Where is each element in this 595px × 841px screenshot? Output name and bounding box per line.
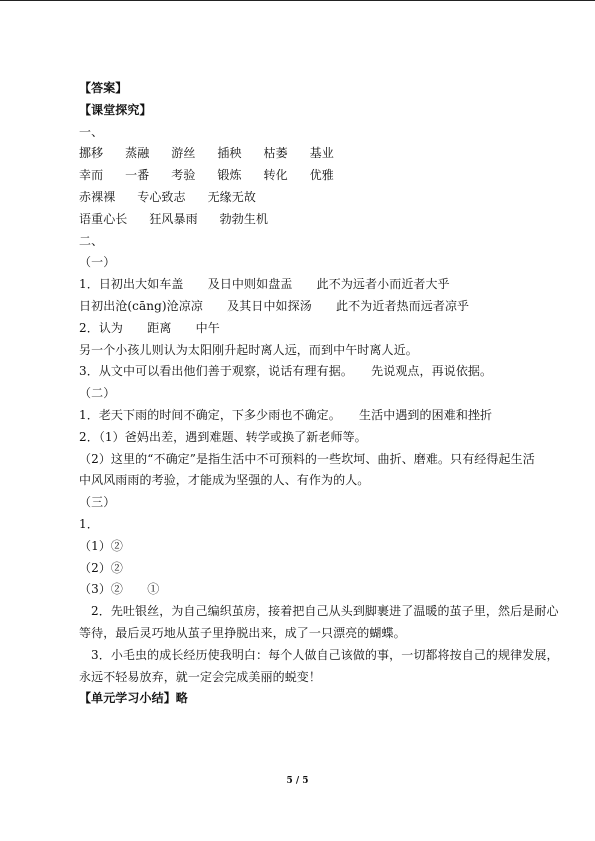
word: 幸而 xyxy=(79,168,104,183)
section3-q3-line1: 3．小毛虫的成长经历使我明白：每个人做自己该做的事，一切都将按自己的规律发展， xyxy=(91,647,559,662)
section3-q1-1: （1）② xyxy=(79,538,124,553)
word: 游丝 xyxy=(171,146,196,161)
explore-heading: 【课堂探究】 xyxy=(79,102,152,117)
summary-heading: 【单元学习小结】略 xyxy=(79,691,188,706)
section1-q2b: 另一个小孩儿则认为太阳刚升起时离人远，而到中午时离人近。 xyxy=(79,342,418,357)
section1-q3: 3．从文中可以看出他们善于观察，说话有理有据。 先说观点，再说依据。 xyxy=(79,364,493,379)
word: 考验 xyxy=(171,168,196,183)
word: 语重心长 xyxy=(79,211,128,226)
word: 基业 xyxy=(309,146,334,161)
section2-q2b-line2: 中风风雨雨的考验，才能成为坚强的人、有作为的人。 xyxy=(79,473,370,488)
document-page xyxy=(79,78,559,710)
word: 赤裸裸 xyxy=(79,189,116,204)
word-row-1 xyxy=(79,143,519,165)
word: 挪移 xyxy=(79,146,104,161)
section1-label: （一） xyxy=(79,255,116,270)
section3-q2-line1: 2．先吐银丝，为自己编织茧房，接着把自己从头到脚裹进了温暖的茧子里，然后是耐心 xyxy=(91,604,559,619)
word: 勃勃生机 xyxy=(219,211,269,226)
section2-label: （二） xyxy=(79,386,116,401)
word: 插秧 xyxy=(217,146,242,161)
section1-q2a: 2．认为 距离 中午 xyxy=(79,320,220,335)
part1-label: 一、 xyxy=(79,124,104,139)
section2-q2b-line1: （2）这里的“不确定”是指生活中不可预料的一些坎坷、曲折、磨难。只有经得起生活 xyxy=(79,451,535,466)
word: 狂风暴雨 xyxy=(149,211,198,226)
section3-q1-3: （3）② ① xyxy=(79,582,160,597)
word: 优雅 xyxy=(309,168,334,183)
word: 锻炼 xyxy=(217,168,242,183)
word: 专心致志 xyxy=(137,189,186,204)
answer-heading: 【答案】 xyxy=(79,81,128,95)
section3-q1: 1． xyxy=(79,516,99,531)
header-rule xyxy=(0,0,595,1)
word: 蒸融 xyxy=(125,146,150,161)
word-row-4 xyxy=(79,209,519,231)
section3-q1-2: （2）② xyxy=(79,560,124,575)
section2-q2: 2．（1）爸妈出差，遇到难题、转学或换了新老师等。 xyxy=(79,429,367,444)
word-row-3 xyxy=(79,187,519,209)
section3-q2-line2: 等待，最后灵巧地从茧子里挣脱出来，成了一只漂亮的蝴蝶。 xyxy=(79,625,406,640)
section1-q1a: 1．日初出大如车盖 及日中则如盘盂 此不为远者小而近者大乎 xyxy=(79,277,450,292)
word: 枯萎 xyxy=(263,146,288,161)
word: 一番 xyxy=(125,168,150,183)
section2-q1: 1．老天下雨的时间不确定，下多少雨也不确定。 生活中遇到的困难和挫折 xyxy=(79,407,493,422)
page-number: 5 / 5 xyxy=(286,776,309,786)
section1-q1b: 日初出沧(cāng)沧凉凉 及其日中如探汤 此不为近者热而远者凉乎 xyxy=(79,298,470,313)
word: 无缘无故 xyxy=(207,189,256,204)
word: 转化 xyxy=(263,168,288,183)
section3-label: （三） xyxy=(79,495,116,510)
section3-q3-line2: 永远不轻易放弃，就一定会完成美丽的蜕变！ xyxy=(79,669,322,684)
part2-label: 二、 xyxy=(79,233,104,248)
word-row-2 xyxy=(79,165,519,187)
